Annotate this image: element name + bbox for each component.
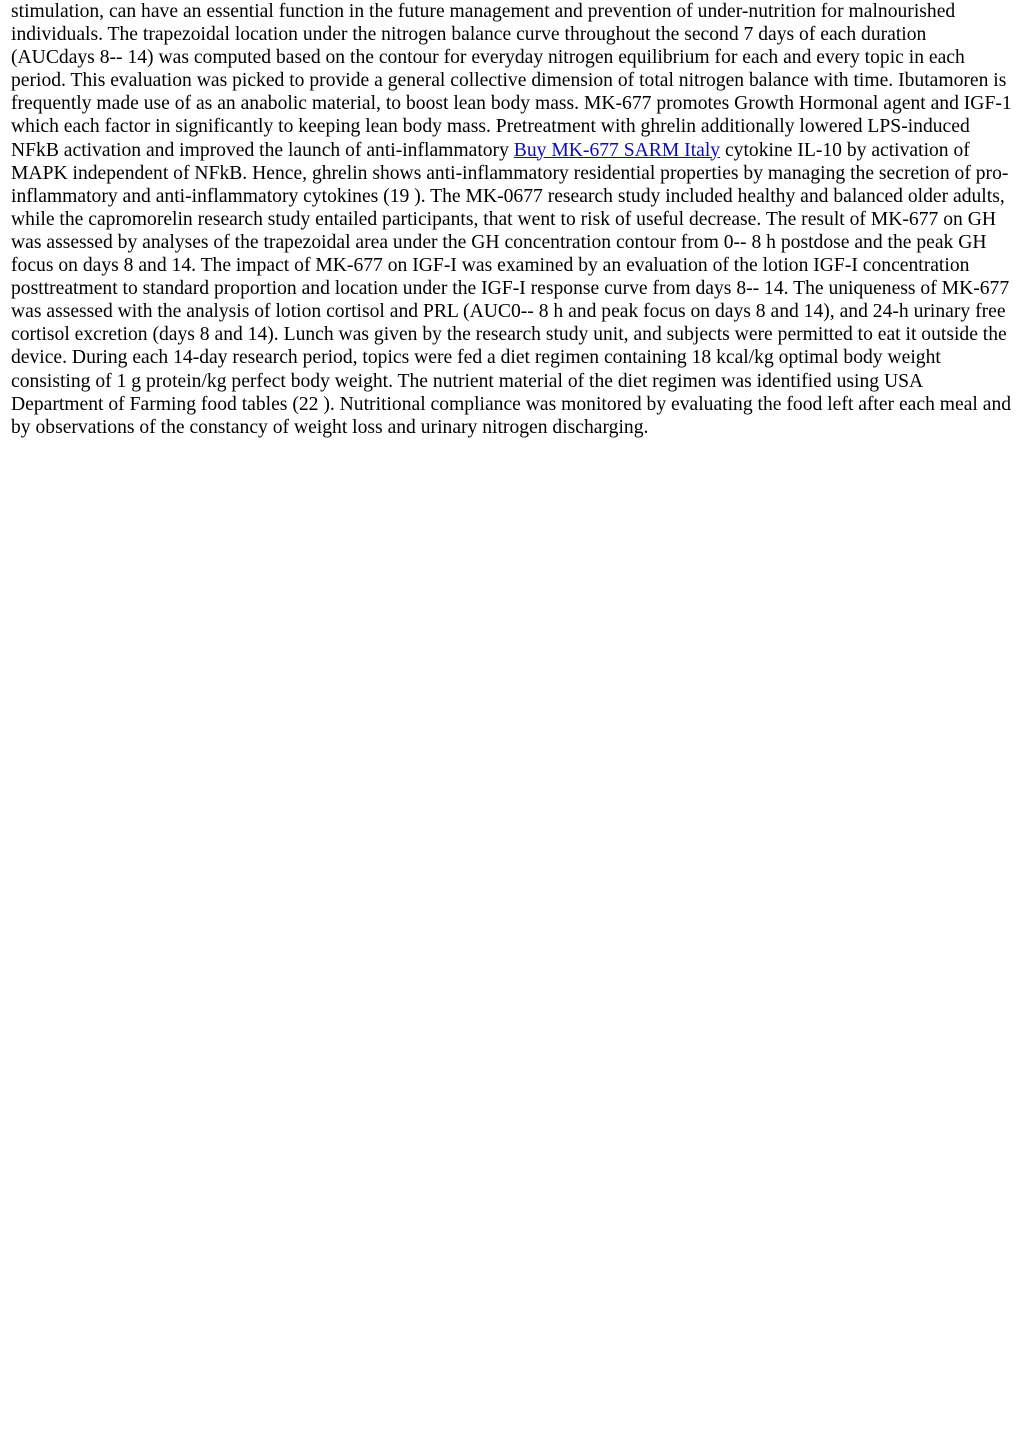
article-paragraph [0, 0, 1024, 439]
paragraph-text-before-link: stimulation, can have an essential function in the future management and prevention of under-nutrition for malnourished individuals. The trapezoidal location under the nitrogen balance curve throughout the second 7 days of each duration (AUCdays 8-- 14) was computed based on the contour for everyday nitrogen equilibrium for each and every topic in each period. This evaluation was picked to provide a general collective dimension of total nitrogen balance with time. Ibutamoren is frequently made use of as an anabolic material, to boost lean body mass. MK-677 promotes Growth Hormonal agent and IGF-1 which each factor in significantly to keeping lean body mass. Pretreatment with ghrelin additionally lowered LPS-induced NFkB activation and improved the launch of anti-inflammatory [11, 1, 1012, 161]
buy-mk677-link[interactable]: Buy MK-677 SARM Italy [513, 139, 721, 161]
paragraph-text-after-link: cytokine IL-10 by activation of MAPK independent of NFkB. Hence, ghrelin shows anti-inflammatory residential properties by managing the secretion of pro-inflammatory and anti-inflammatory cytokines (19 ). The MK-0677 research study included healthy and balanced older adults, while the capromorelin research study entailed participants, that went to risk of useful decrease. The result of MK-677 on GH was assessed by analyses of the trapezoidal area under the GH concentration contour from 0-- 8 h postdose and the peak GH focus on days 8 and 14. The impact of MK-677 on IGF-I was examined by an evaluation of the lotion IGF-I concentration posttreatment to standard proportion and location under the IGF-I response curve from days 8-- 14. The uniqueness of MK-677 was assessed with the analysis of lotion cortisol and PRL (AUC0-- 8 h and peak focus on days 8 and 14), and 24-h urinary free cortisol excretion (days 8 and 14). Lunch was given by the research study unit, and subjects were permitted to eat it outside the device. During each 14-day research period, topics were fed a diet regimen containing 18 kcal/kg optimal body weight consisting of 1 g protein/kg perfect body weight. The nutrient material of the diet regimen was identified using USA Department of Farming food tables (22 ). Nutritional compliance was monitored by evaluating the food left after each meal and by observations of the constancy of weight loss and urinary nitrogen discharging. [11, 139, 1012, 438]
